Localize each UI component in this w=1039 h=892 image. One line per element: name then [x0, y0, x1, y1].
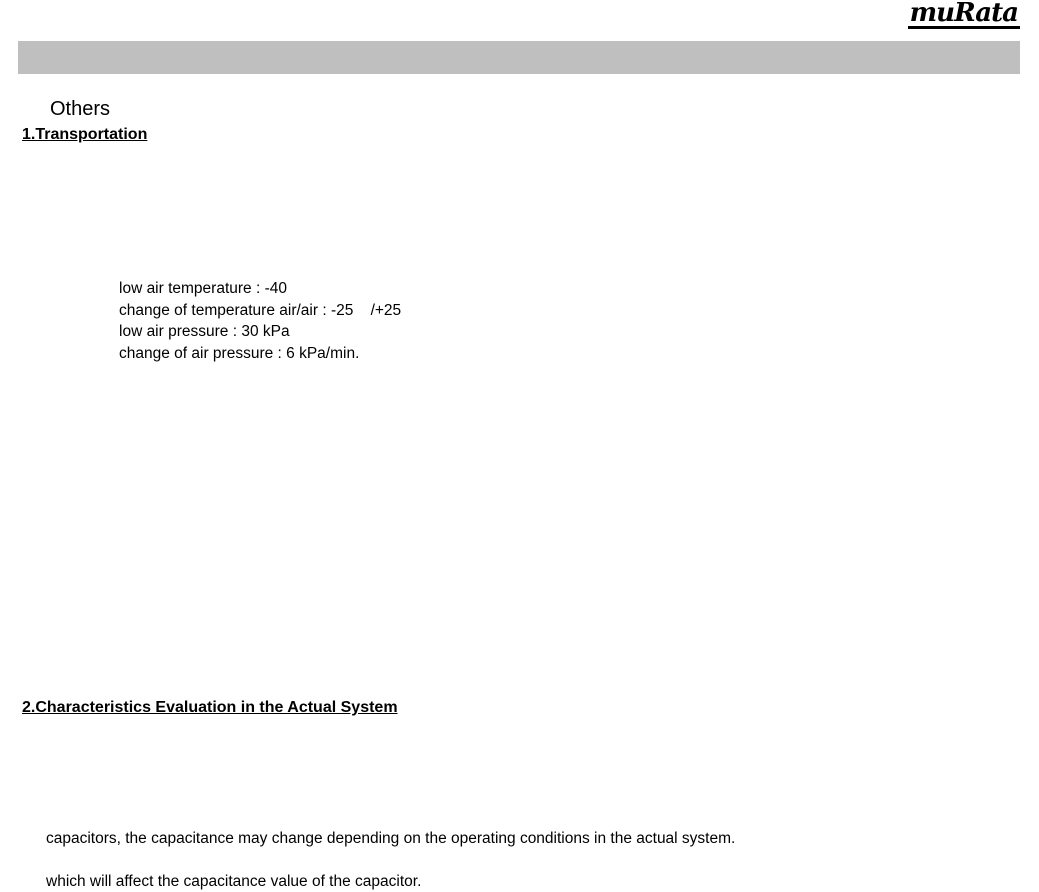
condition-change-of-temperature: change of temperature air/air : -25 /+25	[119, 301, 402, 319]
condition-low-air-pressure: low air pressure : 30 kPa	[119, 323, 290, 341]
paragraph-capacitance-value: which will affect the capacitance value of the capacitor.	[46, 873, 422, 890]
condition-low-air-temperature: low air temperature : -40	[119, 280, 287, 297]
others-heading: Others	[50, 98, 111, 120]
paragraph-capacitance-change: capacitors, the capacitance may change depending on the operating conditions in the actual system.	[46, 830, 736, 847]
section-heading-transportation: 1.Transportation	[22, 126, 148, 143]
section-banner	[18, 41, 1020, 74]
section-heading-characteristics-evaluation: 2.Characteristics Evaluation in the Actual System	[22, 699, 398, 716]
transportation-conditions	[119, 278, 401, 365]
condition-change-of-air-pressure: change of air pressure : 6 kPa/min.	[119, 345, 360, 363]
murata-logo: muRata	[909, 0, 1018, 28]
